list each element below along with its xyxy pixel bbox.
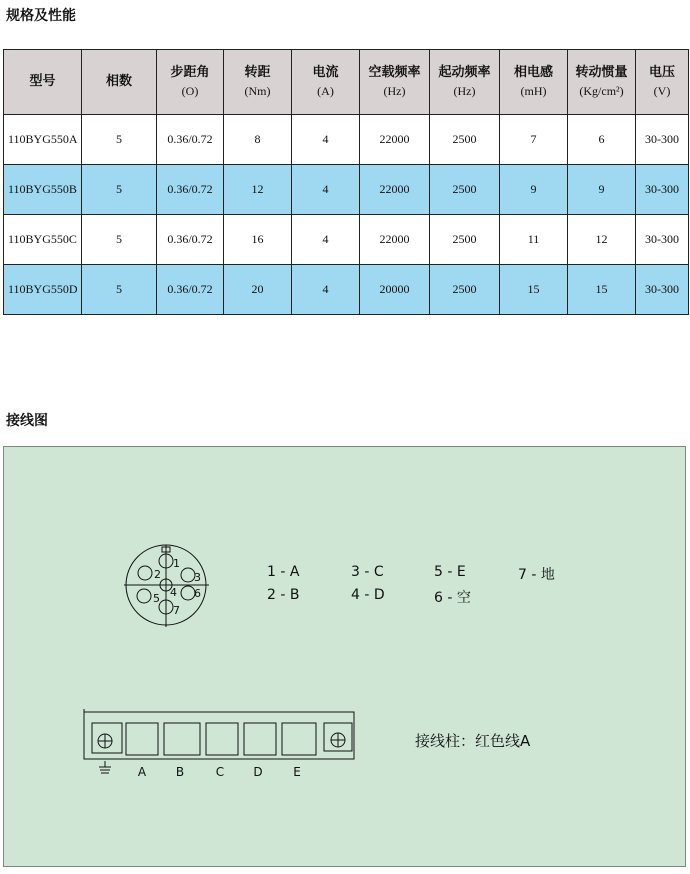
pin-map-entry: 7 - 地: [518, 567, 555, 583]
connector-pin: [138, 566, 152, 580]
cell-model: 110BYG550B: [4, 165, 82, 215]
table-cell: 2500: [430, 165, 500, 215]
pin-map-entry: 2 - B: [267, 587, 300, 603]
terminal-label: D: [253, 765, 263, 779]
header-inductance: 相电感 (mH): [500, 50, 568, 115]
pin-number: 5: [153, 592, 160, 605]
table-cell: 30-300: [636, 265, 689, 315]
table-cell: 0.36/0.72: [157, 215, 224, 265]
table-cell: 0.36/0.72: [157, 165, 224, 215]
terminal-label: C: [215, 765, 225, 779]
table-cell: 2500: [430, 215, 500, 265]
table-cell: 20000: [360, 265, 430, 315]
pin-map-entry: 5 - E: [434, 564, 466, 580]
table-cell: 6: [568, 115, 636, 165]
cell-model: 110BYG550A: [4, 115, 82, 165]
terminal-block-outline: [84, 712, 354, 759]
pin-map-entry: 6 - 空: [434, 590, 471, 606]
terminal-label: A: [137, 765, 147, 779]
table-cell: 12: [568, 215, 636, 265]
table-header-row: [4, 50, 689, 115]
wiring-section-title: 接线图: [6, 413, 48, 429]
terminal-slot: [206, 723, 238, 755]
table-cell: 15: [568, 265, 636, 315]
cell-model: 110BYG550C: [4, 215, 82, 265]
table-row: [4, 265, 689, 315]
connector-pin: [137, 589, 151, 603]
table-cell: 4: [292, 265, 360, 315]
terminal-slot: [244, 723, 276, 755]
table-cell: 12: [224, 165, 292, 215]
pin-number: 3: [194, 571, 201, 584]
pin-number: 4: [170, 586, 177, 599]
table-cell: 5: [82, 165, 157, 215]
wiring-diagram-panel: [3, 446, 686, 867]
table-cell: 2500: [430, 115, 500, 165]
table-cell: 15: [500, 265, 568, 315]
terminal-caption: 接线柱：红色线A: [415, 732, 531, 750]
table-cell: 16: [224, 215, 292, 265]
connector-diagram: [124, 545, 209, 627]
connector-pin: [181, 568, 195, 582]
table-cell: 0.36/0.72: [157, 115, 224, 165]
connector-pin: [181, 586, 195, 600]
header-model: 型号: [4, 50, 82, 115]
table-cell: 0.36/0.72: [157, 265, 224, 315]
terminal-label: E: [293, 765, 301, 779]
table-cell: 20: [224, 265, 292, 315]
table-cell: 22000: [360, 215, 430, 265]
ground-terminal: [92, 723, 122, 753]
terminal-slot: [164, 723, 200, 755]
table-row: [4, 215, 689, 265]
table-cell: 2500: [430, 265, 500, 315]
pin-map-entry: 3 - C: [351, 564, 384, 580]
table-cell: 22000: [360, 165, 430, 215]
table-cell: 4: [292, 115, 360, 165]
table-cell: 7: [500, 115, 568, 165]
table-cell: 22000: [360, 115, 430, 165]
header-inertia: 转动惯量 (Kg/cm²): [568, 50, 636, 115]
header-voltage: 电压 (V): [636, 50, 689, 115]
terminal-slot: [126, 723, 158, 755]
cell-model: 110BYG550D: [4, 265, 82, 315]
header-phases: 相数: [82, 50, 157, 115]
table-cell: 5: [82, 215, 157, 265]
terminal-strip: [84, 709, 354, 773]
table-cell: 4: [292, 215, 360, 265]
spec-section-title: 规格及性能: [6, 8, 76, 24]
table-cell: 11: [500, 215, 568, 265]
table-cell: 9: [568, 165, 636, 215]
table-cell: 30-300: [636, 165, 689, 215]
pin-number: 1: [173, 557, 180, 570]
header-torque: 转距 (Nm): [224, 50, 292, 115]
header-current: 电流 (A): [292, 50, 360, 115]
table-cell: 9: [500, 165, 568, 215]
pin-map-entry: 4 - D: [351, 587, 385, 603]
table-row: [4, 165, 689, 215]
table-cell: 5: [82, 115, 157, 165]
header-no-load-freq: 空载频率 (Hz): [360, 50, 430, 115]
table-cell: 4: [292, 165, 360, 215]
pin-number: 6: [194, 587, 201, 600]
table-cell: 30-300: [636, 215, 689, 265]
header-step-angle: 步距角 (O): [157, 50, 224, 115]
table-cell: 30-300: [636, 115, 689, 165]
table-cell: 8: [224, 115, 292, 165]
pin-number: 2: [154, 568, 161, 581]
header-start-freq: 起动频率 (Hz): [430, 50, 500, 115]
table-cell: 5: [82, 265, 157, 315]
table-row: [4, 115, 689, 165]
terminal-slot: [282, 723, 316, 755]
terminal-label: B: [175, 765, 185, 779]
spec-table: [3, 49, 689, 315]
wiring-diagram: [4, 447, 687, 868]
pin-number: 7: [173, 604, 180, 617]
pin-map-entry: 1 - A: [267, 564, 300, 580]
